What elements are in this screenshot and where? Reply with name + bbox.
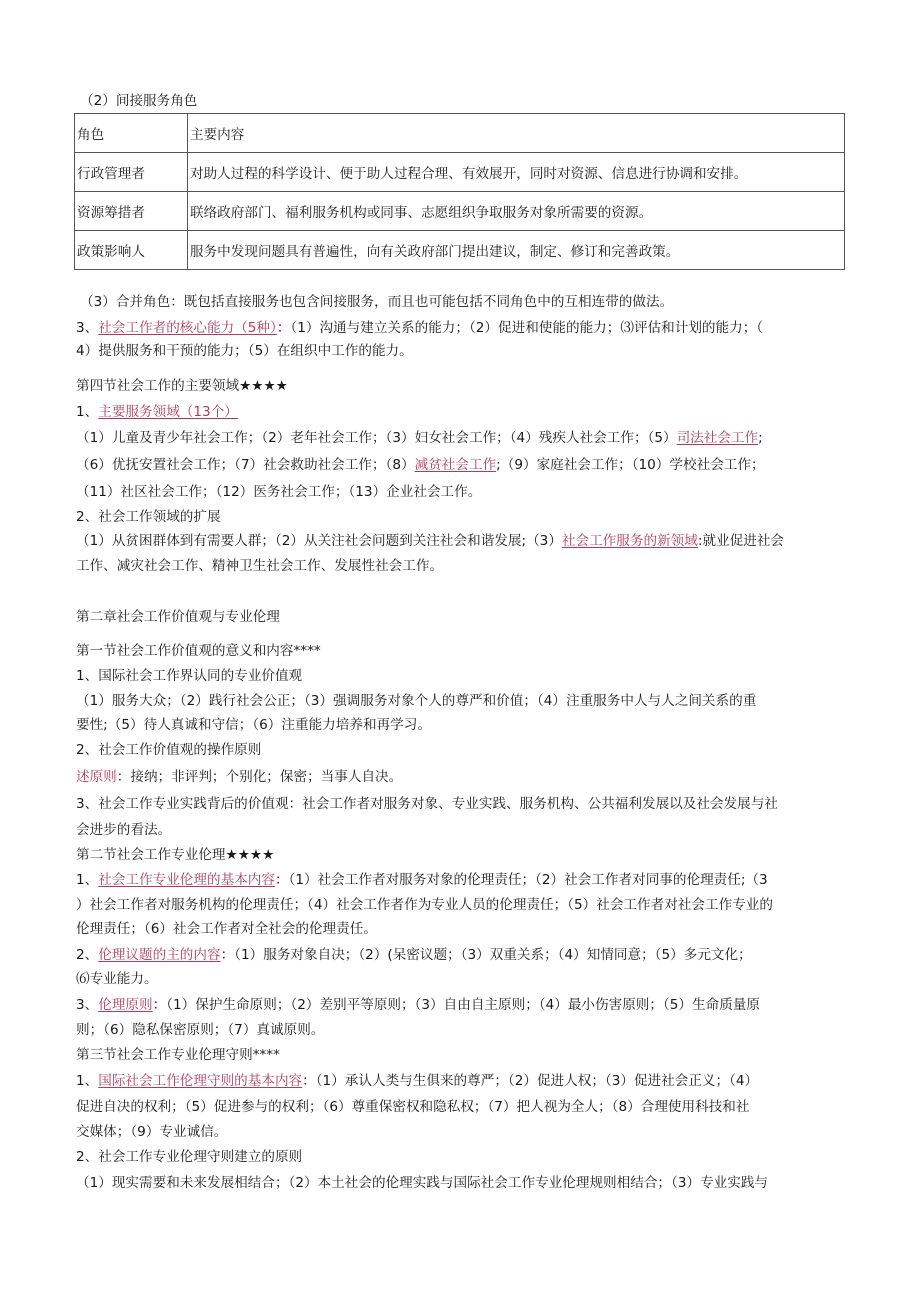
text-run: ：（1）承认人类与生俱来的尊严；（2）促进人权；（3）促进社会正义；（4） xyxy=(302,1073,759,1089)
main-fields-line-2 xyxy=(76,455,846,475)
main-fields-line-3: （11）社区社会工作；（12）医务社会工作；（13）企业社会工作。 xyxy=(76,484,482,500)
text-run: ：（1）保护生命原则；（2）差别平等原则；（3）自由自主原则；（4）最小伤害原则；（5）生命质量原 xyxy=(152,997,760,1013)
highlight-new-fields: 社会工作服务的新领域 xyxy=(561,533,698,549)
highlight-principles: 述原则 xyxy=(76,769,117,785)
expansion-line-2: 工作、减灾社会工作、精神卫生社会工作、发展性社会工作。 xyxy=(76,558,444,574)
item-prefix: 1、 xyxy=(76,872,99,888)
roles-table xyxy=(74,113,845,270)
text-run: （6）优抚安置社会工作；（7）社会救助社会工作；（8） xyxy=(76,457,415,473)
core-ability-text: ：（1）沟通与建立关系的能力；（2）促进和使能的能力；⑶评估和计划的能力；（ xyxy=(276,320,764,336)
main-fields-title xyxy=(76,402,846,422)
item-prefix: 3、 xyxy=(76,320,99,336)
s2-c-line-2: 则；（6）隐私保密原则；（7）真诚原则。 xyxy=(76,1022,325,1038)
s3-title: 第三节社会工作专业伦理守则**** xyxy=(76,1047,280,1063)
s1-p3-line-2: 会进步的看法。 xyxy=(76,822,172,838)
table-cell: 行政管理者 xyxy=(75,153,188,192)
s2-a-line-3: 伦理责任；（6）社会工作者对全社会的伦理责任。 xyxy=(76,921,377,937)
highlight-main-fields: 主要服务领域（13个） xyxy=(98,404,238,420)
s1-p1-title: 1、国际社会工作界认同的专业价值观 xyxy=(76,668,303,684)
combined-role-text: （3）合并角色：既包括直接服务也包含间接服务，而且也可能包括不同角色中的互相连带的做法。 xyxy=(80,294,674,310)
item-prefix: 3、 xyxy=(76,997,99,1013)
highlight-judicial: 司法社会工作 xyxy=(676,430,759,446)
section4-title: 第四节社会工作的主要领域★★★★ xyxy=(76,378,288,394)
text-run: ：（1）服务对象自决；（2）(呆密议题；（3）双重关系；（4）知情同意；（5）多元文化； xyxy=(220,947,752,963)
s3-b-line-1: （1）现实需要和未来发展相结合；（2）本土社会的伦理实践与国际社会工作专业伦理规则相结合；（3）专业实践与 xyxy=(76,1175,769,1191)
chapter2-title: 第二章社会工作价值观与专业伦理 xyxy=(76,609,280,625)
item-prefix: 2、 xyxy=(76,947,99,963)
s3-b-title: 2、社会工作专业伦理守则建立的原则 xyxy=(76,1149,303,1165)
text-run: :就业促进社会 xyxy=(697,533,785,549)
highlight-core-ability: 社会工作者的核心能力（5种） xyxy=(98,320,277,336)
text-run: ：（1）社会工作者对服务对象的伦理责任；（2）社会工作者对同事的伦理责任;（3 xyxy=(274,872,768,888)
highlight-ethics-issues: 伦理议题的主的内容 xyxy=(98,947,221,963)
item-prefix: 1、 xyxy=(76,1073,99,1089)
table-row xyxy=(75,231,845,270)
main-fields-line-1 xyxy=(76,428,846,448)
table-header-cell: 角色 xyxy=(75,114,188,153)
s2-c-line-1 xyxy=(76,995,846,1015)
text-run: ; xyxy=(758,430,763,446)
s2-a-line-2: ）社会工作者对服务机构的伦理责任；（4）社会工作者作为专业人员的伦理责任；（5）社会工作者对社会工作专业的 xyxy=(76,897,773,913)
s1-title: 第一节社会工作价值观的意义和内容**** xyxy=(76,643,321,659)
text-run: ;（9）家庭社会工作；（10）学校社会工作； xyxy=(496,457,765,473)
s2-b-line-2: ⑹专业能力。 xyxy=(76,971,158,987)
table-row xyxy=(75,153,845,192)
indirect-role-title: （2）间接服务角色 xyxy=(80,93,198,109)
core-ability-line-2: 4）提供服务和干预的能力；（5）在组织中工作的能力。 xyxy=(76,343,413,359)
highlight-ethics-content: 社会工作专业伦理的基本内容 xyxy=(98,872,275,888)
expansion-title: 2、社会工作领域的扩展 xyxy=(76,509,221,525)
core-ability-line-1 xyxy=(76,318,846,338)
highlight-poverty: 减贫社会工作 xyxy=(414,457,497,473)
s3-a-line-1 xyxy=(76,1071,846,1091)
s1-p1-line-1: （1）服务大众；（2）践行社会公正；（3）强调服务对象个人的尊严和价值；（4）注重服务中人与人之间关系的重 xyxy=(76,693,757,709)
s1-p2-line xyxy=(76,767,846,787)
s2-b-line-1 xyxy=(76,945,846,965)
table-cell: 联络政府部门、福利服务机构或同事、志愿组织争取服务对象所需要的资源。 xyxy=(188,192,845,231)
table-cell: 服务中发现问题具有普遍性，向有关政府部门提出建议，制定、修订和完善政策。 xyxy=(188,231,845,270)
s3-a-line-3: 交媒体；（9）专业诚信。 xyxy=(76,1124,228,1140)
table-header-cell: 主要内容 xyxy=(188,114,845,153)
s1-p3-line-1: 3、社会工作专业实践背后的价值观：社会工作者对服务对象、专业实践、服务机构、公共福利发展以及社会发展与社 xyxy=(76,796,778,812)
s2-a-line-1 xyxy=(76,870,846,890)
s2-title: 第二节社会工作专业伦理★★★★ xyxy=(76,847,275,863)
table-cell: 资源筹措者 xyxy=(75,192,188,231)
text-run: ：接纳；非评判；个别化；保密；当事人自决。 xyxy=(116,769,403,785)
highlight-intl-code: 国际社会工作伦理守则的基本内容 xyxy=(98,1073,303,1089)
s1-p2-title: 2、社会工作价值观的操作原则 xyxy=(76,742,262,758)
item-prefix: 1、 xyxy=(76,404,99,420)
s1-p1-line-2: 要性;（5）待人真诚和守信；（6）注重能力培养和再学习。 xyxy=(76,717,431,733)
expansion-line-1 xyxy=(76,531,846,551)
highlight-ethics-principles: 伦理原则 xyxy=(98,997,153,1013)
table-header-row xyxy=(75,114,845,153)
table-row xyxy=(75,192,845,231)
text-run: （1）儿童及青少年社会工作；（2）老年社会工作；（3）妇女社会工作；（4）残疾人社会工作；（5） xyxy=(76,430,677,446)
table-cell: 对助人过程的科学设计、便于助人过程合理、有效展开，同时对资源、信息进行协调和安排。 xyxy=(188,153,845,192)
text-run: （1）从贫困群体到有需要人群；（2）从关注社会问题到关注社会和谐发展;（3） xyxy=(76,533,562,549)
s3-a-line-2: 促进自决的权利；（5）促进参与的权利；（6）尊重保密权和隐私权；（7）把人视为全人；（8）合理使用科技和社 xyxy=(76,1099,750,1115)
table-cell: 政策影响人 xyxy=(75,231,188,270)
